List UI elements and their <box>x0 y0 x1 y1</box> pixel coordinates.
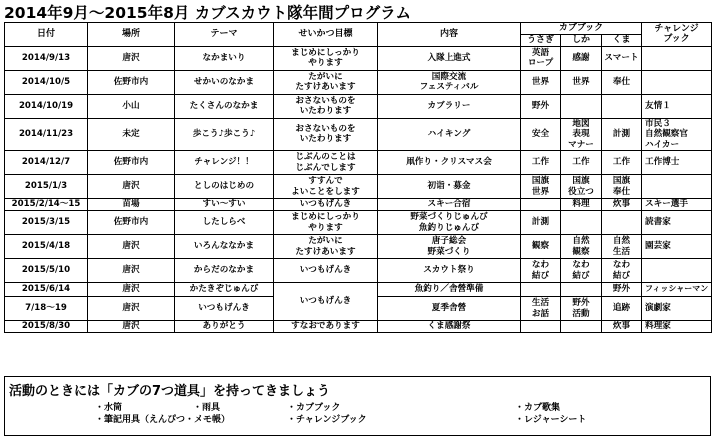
kuma-cell: 自然 生活 <box>602 235 642 259</box>
tool-item: ・カブ歌集 <box>515 403 561 413</box>
usagi-cell <box>521 199 561 211</box>
place-cell: 苗場 <box>88 199 175 211</box>
header-theme: テーマ <box>175 23 274 47</box>
goal-cell: まじめにしっかり やります <box>274 46 378 70</box>
usagi-cell: 観察 <box>521 235 561 259</box>
date-cell: 2015/1/3 <box>5 175 88 199</box>
usagi-cell: 生活 お話 <box>521 297 561 321</box>
goal-cell: じぶんのことは じぶんでします <box>274 151 378 175</box>
table-row <box>5 211 712 235</box>
page-title: 2014年9月～2015年8月 カブスカウト隊年間プログラム <box>4 4 411 22</box>
tools-title: 活動のときには「カブの7つ道具」を持ってきましょう <box>9 384 331 399</box>
date-cell: 2014/10/19 <box>5 94 88 118</box>
tool-item: ・チャレンジブック <box>287 415 367 425</box>
shika-cell: なわ 結び <box>561 259 602 283</box>
theme-cell: ありがとう <box>175 321 274 333</box>
date-cell: 2015/6/14 <box>5 283 88 297</box>
kuma-cell: 追跡 <box>602 297 642 321</box>
challenge-cell: フィッシャーマン <box>642 283 712 297</box>
place-cell: 佐野市内 <box>88 70 175 94</box>
header-kuma: くま <box>602 34 642 46</box>
theme-cell: せかいのなかま <box>175 70 274 94</box>
goal-cell: おさないものを いたわります <box>274 118 378 151</box>
tool-item: ・カブブック <box>287 403 341 413</box>
place-cell: 佐野市内 <box>88 151 175 175</box>
goal-cell: いつもげんき <box>274 283 378 321</box>
kuma-cell: 野外 <box>602 283 642 297</box>
place-cell: 唐沢 <box>88 283 175 297</box>
goal-cell: たがいに たすけあいます <box>274 70 378 94</box>
content-cell: 唐子総会 野菜づくり <box>378 235 521 259</box>
theme-cell: たくさんのなかま <box>175 94 274 118</box>
content-cell: 夏季舎營 <box>378 297 521 321</box>
date-cell: 2014/10/5 <box>5 70 88 94</box>
usagi-cell: なわ 結び <box>521 259 561 283</box>
header-content: 内容 <box>378 23 521 47</box>
kuma-cell: 炊事 <box>602 321 642 333</box>
place-cell: 未定 <box>88 118 175 151</box>
kuma-cell <box>602 94 642 118</box>
challenge-cell: 料理家 <box>642 321 712 333</box>
usagi-cell <box>521 283 561 297</box>
usagi-cell: 計測 <box>521 211 561 235</box>
table-row <box>5 46 712 70</box>
shika-cell: 地図 表現 マナー <box>561 118 602 151</box>
kuma-cell: 工作 <box>602 151 642 175</box>
date-cell: 2015/3/15 <box>5 211 88 235</box>
header-place: 場所 <box>88 23 175 47</box>
content-cell: スキー合宿 <box>378 199 521 211</box>
table-row <box>5 321 712 333</box>
table-row <box>5 175 712 199</box>
table-row <box>5 94 712 118</box>
shika-cell: 世界 <box>561 70 602 94</box>
header-challenge: チャレンジ ブック <box>642 23 712 47</box>
header-shika: しか <box>561 34 602 46</box>
place-cell: 唐沢 <box>88 175 175 199</box>
table-row <box>5 199 712 211</box>
table-row <box>5 259 712 283</box>
table-row <box>5 283 712 297</box>
place-cell: 小山 <box>88 94 175 118</box>
content-cell: 魚釣り／舎營準備 <box>378 283 521 297</box>
usagi-cell: 安全 <box>521 118 561 151</box>
table-row <box>5 118 712 151</box>
challenge-cell: 工作博士 <box>642 151 712 175</box>
shika-cell: 料理 <box>561 199 602 211</box>
challenge-cell: 読書家 <box>642 211 712 235</box>
usagi-cell: 国旗 世界 <box>521 175 561 199</box>
header-cub-book: カブブック <box>521 23 642 35</box>
kuma-cell: 炊事 <box>602 199 642 211</box>
challenge-cell: 演劇家 <box>642 297 712 321</box>
date-cell: 7/18～19 <box>5 297 88 321</box>
kuma-cell: 奉仕 <box>602 70 642 94</box>
date-cell: 2014/9/13 <box>5 46 88 70</box>
program-table <box>4 22 712 333</box>
theme-cell: なかまいり <box>175 46 274 70</box>
content-cell: 入隊上進式 <box>378 46 521 70</box>
usagi-cell: 英語 ロープ <box>521 46 561 70</box>
goal-cell: すすんで よいことをします <box>274 175 378 199</box>
shika-cell <box>561 283 602 297</box>
goal-cell: たがいに たすけあいます <box>274 235 378 259</box>
goal-cell: おさないものを いたわります <box>274 94 378 118</box>
kuma-cell: 国旗 奉仕 <box>602 175 642 199</box>
theme-cell: いろんななかま <box>175 235 274 259</box>
goal-cell: すなおであります <box>274 321 378 333</box>
place-cell: 唐沢 <box>88 46 175 70</box>
tool-item: ・水筒 <box>95 403 123 413</box>
goal-cell: まじめにしっかり やります <box>274 211 378 235</box>
shika-cell <box>561 211 602 235</box>
content-cell: くま感謝祭 <box>378 321 521 333</box>
tool-item: ・レジャーシート <box>515 415 587 425</box>
header-usagi: うさぎ <box>521 34 561 46</box>
shika-cell: 工作 <box>561 151 602 175</box>
theme-cell: かたきぞじゅんび <box>175 283 274 297</box>
date-cell: 2015/4/18 <box>5 235 88 259</box>
date-cell: 2015/5/10 <box>5 259 88 283</box>
content-cell: ハイキング <box>378 118 521 151</box>
shika-cell <box>561 321 602 333</box>
challenge-cell <box>642 46 712 70</box>
challenge-cell <box>642 259 712 283</box>
challenge-cell: スキー選手 <box>642 199 712 211</box>
date-cell: 2014/12/7 <box>5 151 88 175</box>
theme-cell: 歩こう♪歩こう♪ <box>175 118 274 151</box>
usagi-cell: 世界 <box>521 70 561 94</box>
usagi-cell: 野外 <box>521 94 561 118</box>
place-cell: 唐沢 <box>88 235 175 259</box>
date-cell: 2015/2/14～15 <box>5 199 88 211</box>
place-cell: 唐沢 <box>88 297 175 321</box>
theme-cell: チャレンジ！！ <box>175 151 274 175</box>
challenge-cell <box>642 175 712 199</box>
place-cell: 佐野市内 <box>88 211 175 235</box>
place-cell: 唐沢 <box>88 321 175 333</box>
theme-cell: いつもげんき <box>175 297 274 321</box>
shika-cell: 自然 観察 <box>561 235 602 259</box>
table-row <box>5 151 712 175</box>
kuma-cell: なわ 結び <box>602 259 642 283</box>
date-cell: 2015/8/30 <box>5 321 88 333</box>
shika-cell: 国旗 役立つ <box>561 175 602 199</box>
header-goal: せいかつ目標 <box>274 23 378 47</box>
kuma-cell: 計測 <box>602 118 642 151</box>
shika-cell: 感謝 <box>561 46 602 70</box>
table-row <box>5 70 712 94</box>
content-cell: カブラリー <box>378 94 521 118</box>
challenge-cell <box>642 70 712 94</box>
content-cell: 野菜づくりじゅんび 魚釣りじゅんび <box>378 211 521 235</box>
shika-cell <box>561 94 602 118</box>
theme-cell: したしらべ <box>175 211 274 235</box>
content-cell: 国際交流 フェスティバル <box>378 70 521 94</box>
tools-box <box>4 376 711 436</box>
usagi-cell: 工作 <box>521 151 561 175</box>
tool-item: ・雨具 <box>193 403 221 413</box>
challenge-cell: 友情１ <box>642 94 712 118</box>
usagi-cell <box>521 321 561 333</box>
content-cell: 初诣・募金 <box>378 175 521 199</box>
shika-cell: 野外 活動 <box>561 297 602 321</box>
theme-cell: からだのなかま <box>175 259 274 283</box>
content-cell: 凧作り・クリスマス会 <box>378 151 521 175</box>
tool-item: ・筆記用具（えんぴつ・メモ帳） <box>95 415 231 425</box>
challenge-cell: 園芸家 <box>642 235 712 259</box>
goal-cell: いつもげんき <box>274 259 378 283</box>
kuma-cell <box>602 211 642 235</box>
table-row <box>5 235 712 259</box>
challenge-cell: 市民３ 自然観察官 ハイカー <box>642 118 712 151</box>
goal-cell: いつもげんき <box>274 199 378 211</box>
kuma-cell: スマート <box>602 46 642 70</box>
place-cell: 唐沢 <box>88 259 175 283</box>
header-date: 日付 <box>5 23 88 47</box>
content-cell: スカウト祭り <box>378 259 521 283</box>
theme-cell: としのはじめの <box>175 175 274 199</box>
theme-cell: すい～すい <box>175 199 274 211</box>
date-cell: 2014/11/23 <box>5 118 88 151</box>
